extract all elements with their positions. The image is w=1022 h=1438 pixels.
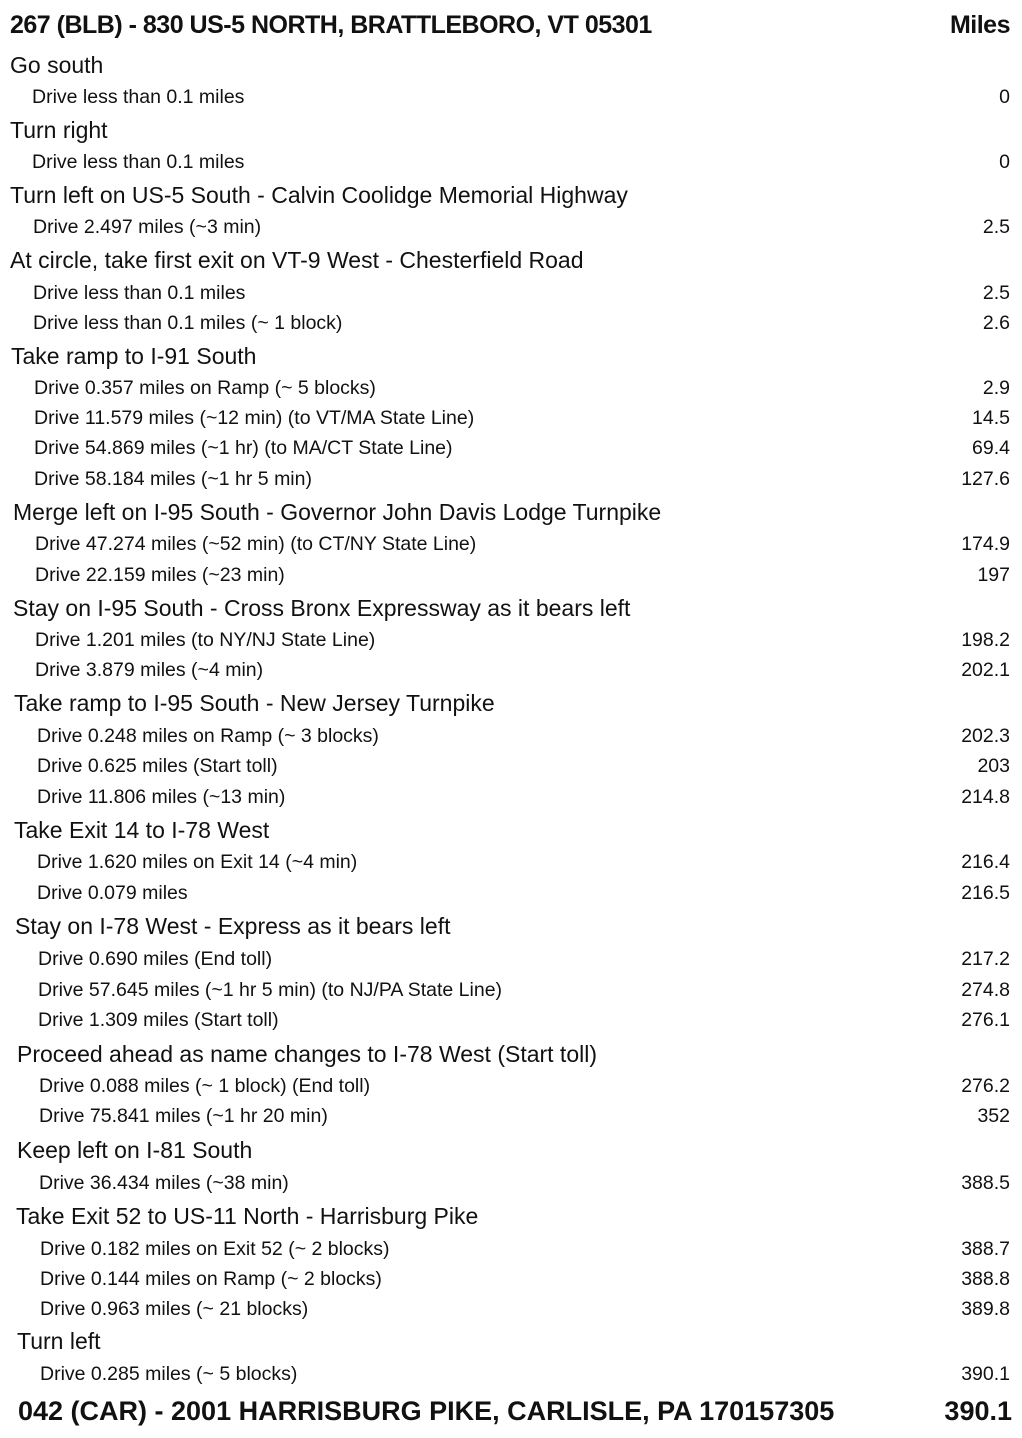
drive-step-text: Drive 0.690 miles (End toll) bbox=[38, 948, 273, 970]
cumulative-miles: 197 bbox=[977, 564, 1010, 586]
cumulative-miles: 202.3 bbox=[961, 725, 1010, 747]
cumulative-miles: 0 bbox=[999, 151, 1010, 173]
drive-step-text: Drive 0.079 miles bbox=[37, 882, 188, 904]
instruction-text: Take Exit 14 to I-78 West bbox=[14, 817, 270, 843]
drive-step-text: Drive 22.159 miles (~23 min) bbox=[35, 564, 285, 586]
cumulative-miles: 388.7 bbox=[961, 1238, 1010, 1260]
instruction-text: Stay on I-95 South - Cross Bronx Expressway as it bears left bbox=[13, 595, 631, 621]
cumulative-miles: 214.8 bbox=[961, 786, 1010, 808]
drive-step-text: Drive 36.434 miles (~38 min) bbox=[39, 1172, 289, 1194]
drive-step-text: Drive 0.285 miles (~ 5 blocks) bbox=[40, 1363, 298, 1385]
drive-step-text: Drive 0.144 miles on Ramp (~ 2 blocks) bbox=[40, 1268, 382, 1290]
drive-step-text: Drive 0.088 miles (~ 1 block) (End toll) bbox=[39, 1075, 371, 1097]
drive-step-text: Drive 3.879 miles (~4 min) bbox=[35, 659, 264, 681]
cumulative-miles: 14.5 bbox=[972, 407, 1010, 429]
cumulative-miles: 388.8 bbox=[961, 1268, 1010, 1290]
cumulative-miles: 2.6 bbox=[982, 312, 1010, 334]
instruction-text: Take ramp to I-91 South bbox=[11, 343, 257, 369]
cumulative-miles: 274.8 bbox=[961, 979, 1010, 1001]
cumulative-miles: 174.9 bbox=[961, 533, 1010, 555]
drive-step-text: Drive 0.963 miles (~ 21 blocks) bbox=[40, 1298, 309, 1320]
cumulative-miles: 390.1 bbox=[961, 1363, 1010, 1385]
instruction-text: Stay on I-78 West - Express as it bears left bbox=[15, 913, 451, 939]
drive-step-text: Drive 57.645 miles (~1 hr 5 min) (to NJ/PA State Line) bbox=[38, 979, 503, 1001]
instruction-text: Keep left on I-81 South bbox=[17, 1137, 253, 1163]
cumulative-miles: 2.9 bbox=[982, 377, 1010, 399]
cumulative-miles: 217.2 bbox=[961, 948, 1010, 970]
cumulative-miles: 276.2 bbox=[961, 1075, 1010, 1097]
cumulative-miles: 198.2 bbox=[961, 629, 1010, 651]
drive-step-text: Drive 1.201 miles (to NY/NJ State Line) bbox=[35, 629, 376, 651]
instruction-text: Merge left on I-95 South - Governor John Davis Lodge Turnpike bbox=[13, 499, 662, 525]
cumulative-miles: 388.5 bbox=[961, 1172, 1010, 1194]
drive-step-text: Drive 2.497 miles (~3 min) bbox=[33, 216, 262, 238]
total-miles: 390.1 bbox=[944, 1396, 1012, 1426]
cumulative-miles: 127.6 bbox=[961, 468, 1010, 490]
drive-step-text: Drive 1.309 miles (Start toll) bbox=[38, 1009, 279, 1031]
instruction-text: Turn left bbox=[17, 1328, 101, 1354]
origin-title: 267 (BLB) - 830 US-5 NORTH, BRATTLEBORO, VT 05301 bbox=[10, 11, 652, 39]
instruction-text: Go south bbox=[10, 52, 104, 78]
miles-column-header: Miles bbox=[949, 11, 1010, 39]
destination-title: 042 (CAR) - 2001 HARRISBURG PIKE, CARLISLE, PA 170157305 bbox=[18, 1396, 835, 1426]
drive-step-text: Drive 11.806 miles (~13 min) bbox=[37, 786, 286, 808]
drive-step-text: Drive 47.274 miles (~52 min) (to CT/NY State Line) bbox=[35, 533, 477, 555]
cumulative-miles: 69.4 bbox=[972, 437, 1010, 459]
cumulative-miles: 216.4 bbox=[961, 851, 1010, 873]
drive-step-text: Drive 1.620 miles on Exit 14 (~4 min) bbox=[37, 851, 358, 873]
instruction-text: At circle, take first exit on VT-9 West - Chesterfield Road bbox=[10, 247, 584, 273]
cumulative-miles: 202.1 bbox=[961, 659, 1010, 681]
cumulative-miles: 216.5 bbox=[961, 882, 1010, 904]
cumulative-miles: 2.5 bbox=[982, 216, 1010, 238]
drive-step-text: Drive 11.579 miles (~12 min) (to VT/MA State Line) bbox=[34, 407, 475, 429]
instruction-text: Turn left on US-5 South - Calvin Coolidge Memorial Highway bbox=[10, 182, 628, 208]
drive-step-text: Drive less than 0.1 miles bbox=[32, 151, 245, 173]
cumulative-miles: 2.5 bbox=[982, 282, 1010, 304]
drive-step-text: Drive 0.357 miles on Ramp (~ 5 blocks) bbox=[34, 377, 376, 399]
cumulative-miles: 0 bbox=[999, 86, 1010, 108]
cumulative-miles: 276.1 bbox=[961, 1009, 1010, 1031]
drive-step-text: Drive 58.184 miles (~1 hr 5 min) bbox=[34, 468, 312, 490]
drive-step-text: Drive 0.182 miles on Exit 52 (~ 2 blocks) bbox=[40, 1238, 390, 1260]
instruction-text: Proceed ahead as name changes to I-78 West (Start toll) bbox=[17, 1041, 597, 1067]
cumulative-miles: 389.8 bbox=[961, 1298, 1010, 1320]
cumulative-miles: 203 bbox=[977, 755, 1010, 777]
drive-step-text: Drive 0.625 miles (Start toll) bbox=[37, 755, 278, 777]
instruction-text: Turn right bbox=[10, 117, 108, 143]
drive-step-text: Drive less than 0.1 miles (~ 1 block) bbox=[33, 312, 343, 334]
drive-step-text: Drive 75.841 miles (~1 hr 20 min) bbox=[39, 1105, 328, 1127]
cumulative-miles: 352 bbox=[977, 1105, 1010, 1127]
drive-step-text: Drive less than 0.1 miles bbox=[33, 282, 246, 304]
drive-step-text: Drive less than 0.1 miles bbox=[32, 86, 245, 108]
instruction-text: Take Exit 52 to US-11 North - Harrisburg Pike bbox=[16, 1203, 479, 1229]
drive-step-text: Drive 54.869 miles (~1 hr) (to MA/CT State Line) bbox=[34, 437, 453, 459]
drive-step-text: Drive 0.248 miles on Ramp (~ 3 blocks) bbox=[37, 725, 379, 747]
instruction-text: Take ramp to I-95 South - New Jersey Turnpike bbox=[14, 690, 495, 716]
